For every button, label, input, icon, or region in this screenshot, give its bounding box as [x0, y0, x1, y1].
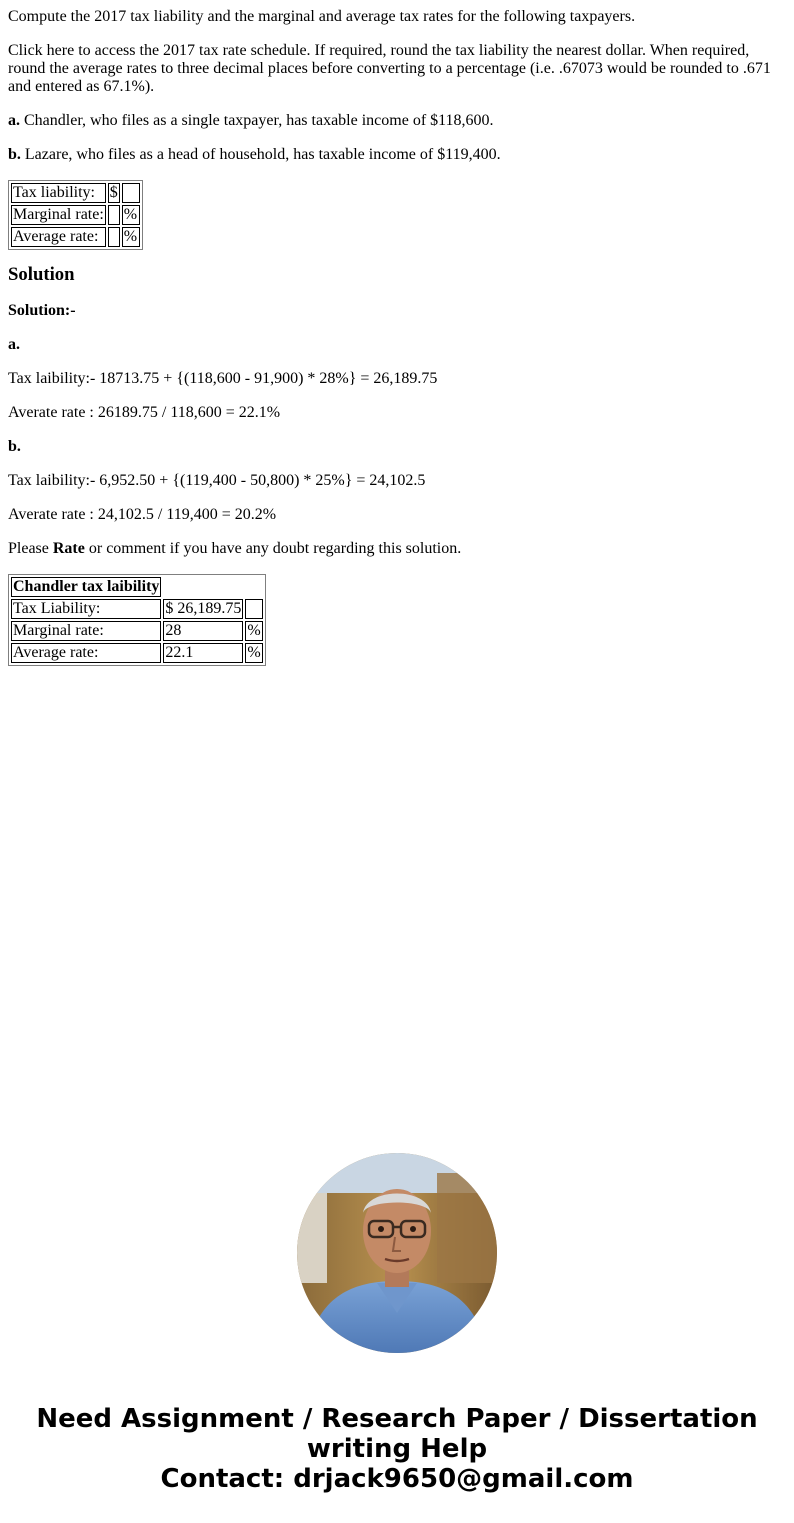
- answer-suffix-average: %: [122, 227, 140, 247]
- author-avatar: [297, 1153, 497, 1353]
- solution-subheading-text: Solution:-: [8, 302, 76, 319]
- footer-contact-email[interactable]: Contact: drjack9650@gmail.com: [160, 1464, 634, 1494]
- blank-cell: [245, 577, 263, 597]
- table-row: [11, 577, 263, 597]
- answer-label-tax: Tax liability:: [11, 183, 106, 203]
- answer-table: [8, 180, 143, 250]
- table-row: [11, 227, 140, 247]
- chandler-value-average: 22.1: [163, 643, 243, 663]
- contact-footer: [0, 1404, 794, 1494]
- solution-b-avg: Averate rate : 24,102.5 / 119,400 = 20.2%: [8, 506, 277, 523]
- question-intro: Compute the 2017 tax liability and the marginal and average tax rates for the following taxpayers.: [8, 8, 636, 25]
- chandler-table-header: [11, 577, 161, 597]
- closing-post: or comment if you have any doubt regarding this solution.: [84, 540, 462, 557]
- solution-b-label: [8, 438, 786, 456]
- document-body: [8, 0, 786, 666]
- chandler-suffix-marginal: %: [245, 621, 263, 641]
- table-row: [11, 183, 140, 203]
- table-row: [11, 643, 263, 663]
- table-row: [11, 205, 140, 225]
- chandler-value-marginal: 28: [163, 621, 243, 641]
- answer-label-marginal: Marginal rate:: [13, 206, 104, 223]
- solution-subheading: [8, 302, 786, 320]
- footer-line-2: writing Help: [306, 1434, 488, 1464]
- chandler-value-tax: $ 26,189.75: [165, 600, 242, 617]
- question-instructions: Click here to access the 2017 tax rate schedule. If required, round the tax liability the nearest dollar. When required, round the average rates to three decimal places before converting to a percentage (i.e. .67073 would be rounded to .671 and entered as 67.1%).: [8, 42, 771, 95]
- solution-b-label-text: b.: [8, 438, 21, 455]
- solution-a-label: [8, 336, 786, 354]
- chandler-suffix-tax: [245, 599, 263, 619]
- answer-label-average: Average rate:: [11, 227, 106, 247]
- author-photo-icon: [297, 1153, 497, 1353]
- answer-prefix-tax: $: [109, 184, 118, 201]
- part-a-label: a.: [8, 112, 20, 129]
- solution-heading: Solution: [8, 264, 75, 285]
- rate-link[interactable]: Rate: [52, 540, 85, 557]
- part-b-text: Lazare, who files as a head of household, has taxable income of $119,400.: [24, 146, 501, 163]
- question-part-b: [8, 146, 786, 164]
- question-part-a: [8, 112, 786, 130]
- blank-cell: [163, 577, 243, 597]
- solution-closing: [8, 540, 786, 558]
- chandler-label-marginal: Marginal rate:: [11, 621, 161, 641]
- solution-a-label-text: a.: [8, 336, 20, 353]
- chandler-label-average: Average rate:: [11, 643, 161, 663]
- answer-suffix-marginal: %: [122, 205, 140, 225]
- part-a-text: Chandler, who files as a single taxpayer, has taxable income of $118,600.: [24, 112, 494, 129]
- footer-line-1: Need Assignment / Research Paper / Dissertation: [36, 1404, 758, 1434]
- solution-a-avg: Averate rate : 26189.75 / 118,600 = 22.1%: [8, 404, 281, 421]
- table-row: [11, 621, 263, 641]
- answer-input-tax[interactable]: [122, 183, 140, 203]
- closing-pre: Please: [8, 540, 53, 557]
- answer-input-average[interactable]: [108, 227, 120, 247]
- solution-a-tax: Tax laibility:- 18713.75 + {(118,600 - 91,900) * 28%} = 26,189.75: [8, 370, 438, 387]
- part-b-label: b.: [8, 146, 21, 163]
- chandler-label-tax: Tax Liability:: [11, 599, 161, 619]
- table-row: [11, 599, 263, 619]
- answer-input-marginal[interactable]: [108, 205, 120, 225]
- solution-b-tax: Tax laibility:- 6,952.50 + {(119,400 - 50,800) * 25%} = 24,102.5: [8, 472, 426, 489]
- chandler-header-text: Chandler tax laibility: [13, 578, 160, 595]
- chandler-suffix-average: %: [245, 643, 263, 663]
- chandler-table: [8, 574, 266, 666]
